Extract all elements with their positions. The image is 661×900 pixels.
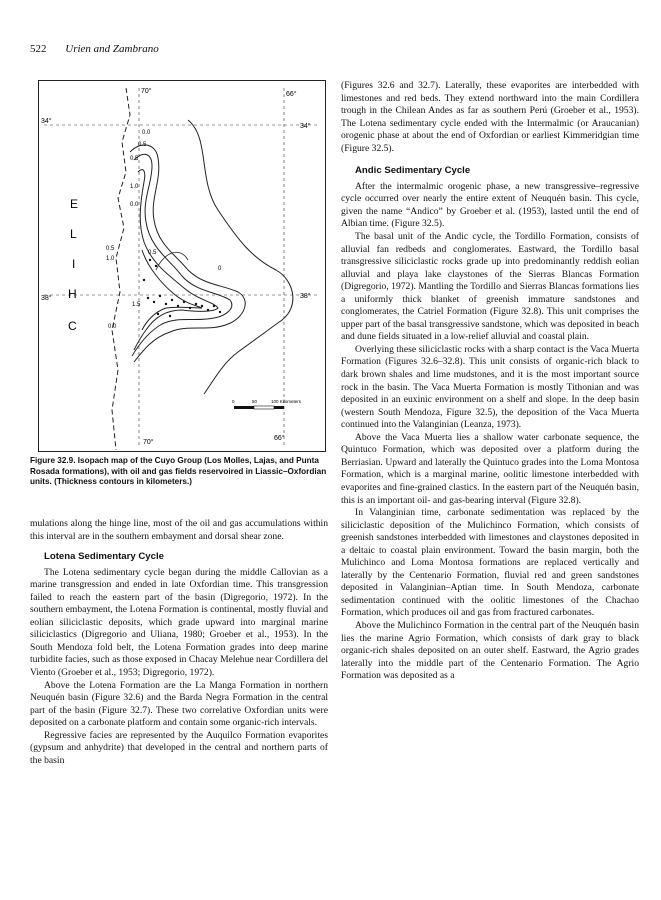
contour-label: 1.5 [132,302,141,308]
contour-label: 1.0 [130,184,139,190]
scale-label-0: 0 [232,399,235,404]
figure-caption: Figure 32.9. Isopach map of the Cuyo Group (Los Molles, Lajas, and Punta Rosada formations), with oil and gas fields reservoired in Liassic–Oxfordian units. (Thickness contours in kilometers.) [30,456,327,487]
contour-label: 1.0 [106,256,115,262]
country-letter-c: C [68,319,77,333]
page-number: 522 [30,43,47,55]
paragraph: The Lotena sedimentary cycle began during the middle Callovian as a marine transgression and ended in late Oxfordian time. This transgression failed to reach the eastern part of the basin (Digregorio, 1972). In the southern embayment, the Lotena Formation is continental, mostly fluvial and eolian siliciclastic deposits, which grade upward into marginal marine siliciclastics (Digregorio and Uliana, 1980; Groeber et al., 1953). In the South Mendoza fold belt, the Lotena Formation grades into deep marine turbidite facies, such as those exposed in Chacay Melehue near Cordillera del Viento (Groeber et al., 1953; Digregorio, 1972). [30,566,328,679]
paragraph: Above the Mulichinco Formation in the central part of the Neuquén basin lies the marine Agrio Formation, which consists of dark gray to black organic-rich shales deposited on an outer shelf. Eastward, the Agrio grades laterally into the middle part of the Centenario Formation. The Agrio Formation was deposited as a [341,619,639,682]
label-66-bottom: 66° [274,435,285,442]
contour-label: 0.5 [130,156,139,162]
paragraph: In Valanginian time, carbonate sedimentation was replaced by the siliciclastic deposition of the Mulichinco Formation, which consists of greenish sandstones interbedded with limestones and claystones deposited in a deltaic to coastal plain environment. Toward the basin margin, both the Mulichinco and Loma Montosa formations are replaced vertically and laterally by the Centenario Formation, fluvial red and green sandstones deposited in Valanginian–Aptian time. In South Mendoza, carbonate sedimentation continued with the oolitic limestones of the Chachao Formation, which produces oil and gas from fractured carbonates. [341,507,639,619]
contour-label: 0.5 [148,250,157,256]
label-34-left: 34° [41,118,52,125]
contour-label: 0.0 [130,202,139,208]
country-letter-l: L [70,227,77,241]
contour-label: 0.5 [138,142,147,148]
label-38-right: 38° [300,293,311,300]
contour-label: 0.5 [106,246,115,252]
label-34-right: 34° [300,123,311,130]
label-66-top: 66° [286,91,297,98]
paragraph: Above the Vaca Muerta lies a shallow water carbonate sequence, the Quintuco Formation, which was deposited over a platform during the Berriasian. Upward and laterally the Quintuco grades into the Loma Montosa Formation, which is a marginal marine, oolitic limestone interbedded with evaporites and fine-grained clastics. In the eastern part of the Neuquén basin, this is an important oil- and gas-bearing interval (Figure 32.8). [341,431,639,506]
country-letter-h: H [68,287,77,301]
country-letter-i: I [72,257,76,271]
paragraph: Above the Lotena Formation are the La Manga Formation in northern Neuquén basin (Figure 32.6) and the Barda Negra Formation in the central part of the basin (Figure 32.7). These two correlative Oxfordian units were deposited on a carbonate platform and contain some organic-rich intervals. [30,679,328,729]
running-title: Urien and Zambrano [65,43,159,55]
section-heading: Andic Sedimentary Cycle [355,165,471,177]
paragraph: (Figures 32.6 and 32.7). Laterally, these evaporites are interbedded with limestones and red beds. They extend northward into the main Cordillera trough in the Chilean Andes as far as southern Perú (Groeber et al., 1953). The Lotena sedimentary cycle ended with the Intermalmic (or Araucanian) orogenic phase at about the end of Oxfordian or earliest Kimmeridgian time (Figure 32.5). [341,80,639,154]
paragraph: Regressive facies are represented by the Auquilco Formation evaporites (gypsum and anhydrite) that developed in the central and northern parts of the basin [30,729,328,766]
left-column [30,518,328,767]
label-70-bottom: 70° [143,439,154,446]
scale-label-50: 50 [252,399,258,404]
isopach-map [38,80,326,452]
country-letter-e: E [70,197,79,211]
paragraph: After the intermalmic orogenic phase, a new transgressive–regressive cycle occurred over nearly the entire extent of Neuquén basin. This cycle, given the name “Andico” by Groeber et al. (1953), lasted until the end of Albian time. (Figure 32.5). [341,180,639,230]
paragraph: Overlying these siliciclastic rocks with a sharp contact is the Vaca Muerta Formation (Figures 32.6–32.8). This unit consists of organic-rich black to dark brown shales and lime mudstones, and it is the most important source rock in the basin. The Vaca Muerta Formation is mostly Tithonian and was deposited in an euxinic environment on a shelf and slope. In the deep basin (western South Mendoza, Figure 32.5), the deposition of the Vaca Muerta continued into the Valanginian (Leanza, 1973). [341,343,639,431]
section-heading: Lotena Sedimentary Cycle [44,551,164,563]
right-column [341,80,639,683]
paragraph: The basal unit of the Andic cycle, the Tordillo Formation, consists of alluvial fan redbeds and conglomerates. Eastward, the Tordillo basal transgressive siliciclastic rocks grade up into predominantly reddish eolian alluvial and playa lake claystones of the Sierras Blancas Formation (Digregorio, 1972). Mantling the Tordillo and Sierras Blancas formations lies a uniformly thick blanket of greenish immature sandstones and conglomerates, the Catriel Formation (Figure 32.8). This unit comprises the upper part of the basal transgressive sandstone, which was deposited in beach and dune fields situated in a low-relief alluvial and coastal plain. [341,231,639,343]
contour-label: 0.0 [142,130,151,136]
label-70-top: 70° [141,88,152,95]
scale-label-100: 100 Kilometers [271,399,302,404]
page-header [30,43,159,55]
paragraph: mulations along the hinge line, most of the oil and gas accumulations within this interval are in the southern embayment and dorsal shear zone. [30,518,328,542]
label-38-left: 38° [41,295,52,302]
contour-label: 0.0 [108,324,117,330]
contour-label: 0 [218,266,222,272]
